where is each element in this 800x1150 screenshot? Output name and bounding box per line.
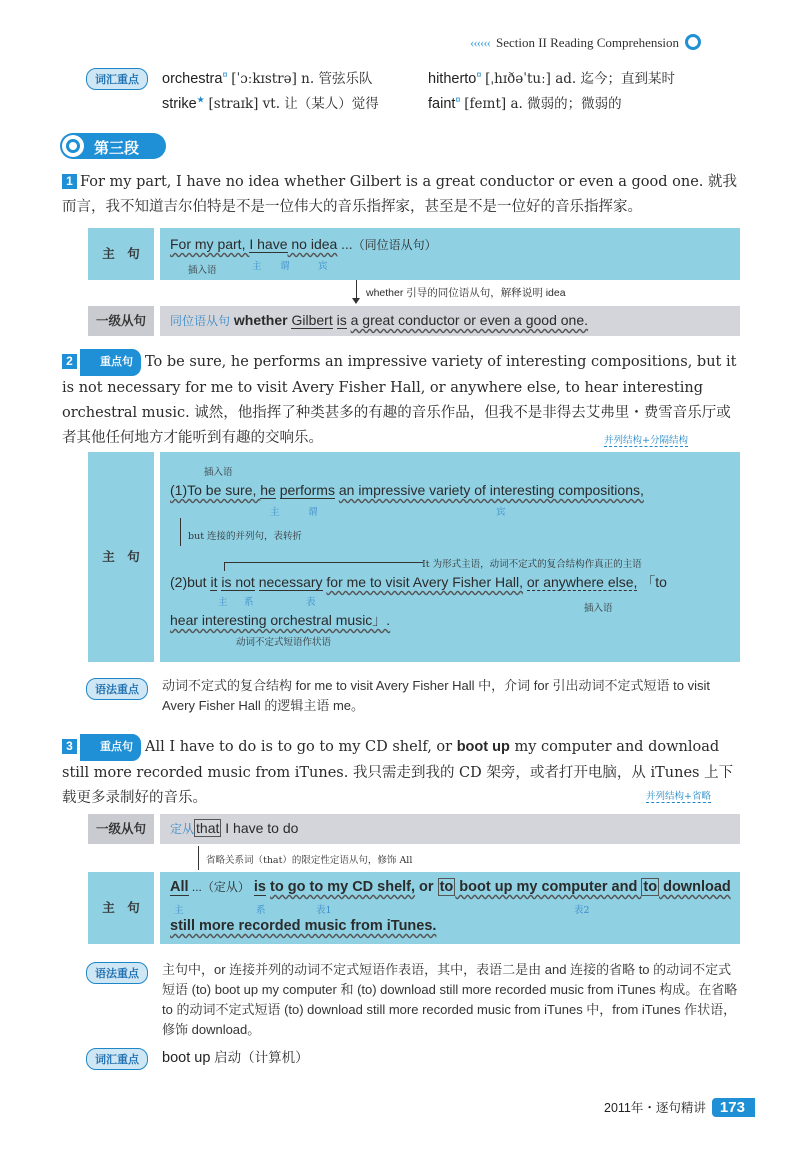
sentence-3: 3 重点句 All I have to do is to go to my CD shelf, or boot up my computer and download still more recorded music from iTunes. 我只需走到我的 CD 架旁，或者打开电脑，从 iTunes 上下载更多录制好的音乐。 xyxy=(62,734,742,811)
ellipsis-note: 省略关系词（that）的限定性定语从句，修饰 All xyxy=(206,855,413,866)
arrow-note: whether 引导的同位语从句，解释说明 idea xyxy=(366,287,566,299)
main-clause-box: For my part, I have no idea ...（同位语从句） 插入语 主 谓 宾 xyxy=(160,228,740,280)
arrow-down-icon xyxy=(352,298,360,304)
section-title-header: Section II Reading Comprehension xyxy=(495,35,680,50)
label-subclause-3: 一级从句 xyxy=(88,814,154,844)
ann-insert: 插入语 xyxy=(188,265,217,276)
page-number: 173 xyxy=(712,1098,755,1117)
grammar-tag: 语法重点 xyxy=(86,678,148,700)
subclause-box-3: 定从 that I have to do xyxy=(160,814,740,844)
section-title: 第三段 xyxy=(94,140,140,157)
vocab-item-hitherto: hitherto¤ [ˌhɪðəˈtuː] ad. 迄今；直到某时 xyxy=(428,69,675,87)
running-header xyxy=(470,34,701,51)
sentence-number: 1 xyxy=(62,174,77,189)
grammar-note-2: 动词不定式的复合结构 for me to visit Avery Fisher Hall 中，介词 for 引出动词不定式短语 to visit Avery Fisher Hall 的逻辑主语 me。 xyxy=(162,678,710,713)
key-sentence-tag: 重点句 xyxy=(80,349,141,376)
main-clause-box-2: 插入语 (1)To be sure, he performs an impressive variety of interesting compositions, 主 谓 宾 but 连接的并列句，表转折 It 为形式主语，动词不定式的复合结构作真正的主语 (2)but it is not necessary for me to visit Avery Fisher Hall, or anywhere else, 「to 主 系 表 插入语 hear interesting orchestral music」. 动词不定式短语作状语 xyxy=(160,452,740,662)
grammar-tag-3: 语法重点 xyxy=(86,962,148,984)
book-title: 2011年・逐句精讲 xyxy=(604,1101,706,1115)
structure-note-3: 并列结构+省略 xyxy=(646,788,711,803)
label-main-clause-2: 主 句 xyxy=(88,452,154,662)
magnifier-icon xyxy=(62,135,84,157)
search-q-icon xyxy=(685,34,701,50)
subclause-box: 同位语从句 whether Gilbert is a great conductor or even a good one. xyxy=(160,306,740,336)
sentence-2: 2 重点句 To be sure, he performs an impressive variety of interesting compositions, but it is not necessary for me to visit Avery Fisher Hall, or anywhere else, to hear interesting orchestral music. 诚然，他指挥了种类甚多的有趣的音乐作品，但我不是非得去艾弗里・费雪音乐厅或者其他任何地方才能听到有趣的交响乐。 xyxy=(62,349,742,451)
vocab-tag: 词汇重点 xyxy=(86,68,148,90)
main-clause-box-3: All ...（定从） is to go to my CD shelf, or to boot up my computer and to download 主 系 表1 表2 still more recorded music from iTunes. xyxy=(160,872,740,944)
label-subclause: 一级从句 xyxy=(88,306,154,336)
label-main-clause: 主 句 xyxy=(88,228,154,280)
vocab-item-strike: strike★ [straɪk] vt. 让（某人）觉得 xyxy=(162,94,379,112)
vocab-item-bootup: boot up 启动（计算机） xyxy=(162,1050,309,1066)
section-pill xyxy=(60,133,166,159)
vocab-item-orchestra: orchestra¤ [ˈɔːkɪstrə] n. 管弦乐队 xyxy=(162,69,373,87)
vocab-tag-3: 词汇重点 xyxy=(86,1048,148,1070)
arrows-icon: ‹‹‹‹‹‹ xyxy=(470,35,490,50)
grammar-note-3: 主句中，or 连接并列的动词不定式短语作表语，其中，表语二是由 and 连接的省略 to 的动词不定式短语 (to) boot up my computer 和 (to) download still more recorded music from iTunes 构成。在省略 to 的动词不定式短语 (to) download still more recorded music from iTunes 中，from iTunes 作状语，修饰 download。 xyxy=(162,962,738,1037)
vocab-item-faint: faint¤ [feɪnt] a. 微弱的；微弱的 xyxy=(428,94,622,112)
sentence-1: 1 For my part, I have no idea whether Gilbert is a great conductor or even a good one. 就我而言，我不知道吉尔伯特是不是一位伟大的音乐指挥家，甚至是不是一位好的音乐指挥家。 xyxy=(62,174,738,215)
label-main-clause-3: 主 句 xyxy=(88,872,154,944)
page-footer xyxy=(604,1098,755,1117)
structure-note: 并列结构+分隔结构 xyxy=(604,432,688,447)
